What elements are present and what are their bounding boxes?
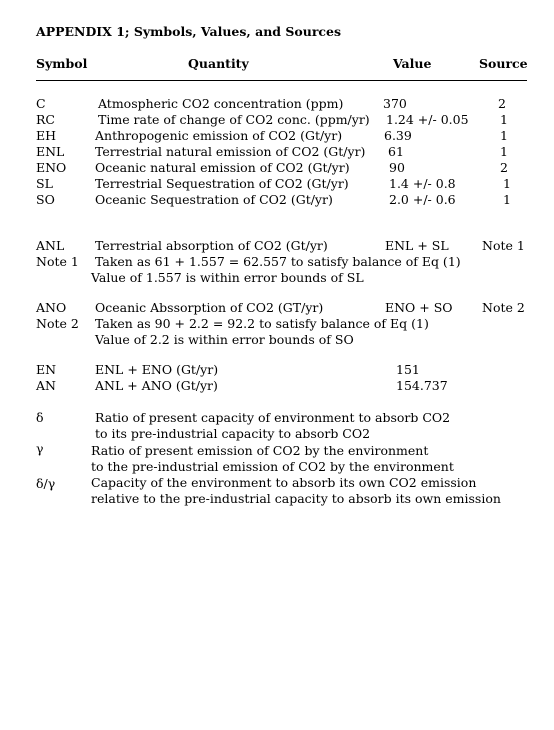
row-value: 1.4 +/- 0.8: [389, 176, 456, 191]
row-symbol: SL: [36, 176, 53, 191]
total-value: 151: [396, 362, 420, 377]
total-symbol: EN: [36, 362, 57, 377]
row-source: 1: [500, 112, 508, 127]
row-source: 2: [498, 96, 506, 111]
header-symbol: Symbol: [36, 56, 88, 71]
row-value: 2.0 +/- 0.6: [389, 192, 456, 207]
gamma-symbol: γ: [36, 441, 44, 456]
row-quantity: Terrestrial Sequestration of CO2 (Gt/yr): [95, 176, 349, 191]
header-source: Source: [479, 56, 528, 71]
row-symbol: C: [36, 96, 46, 111]
row-quantity: Terrestrial natural emission of CO2 (Gt/yr): [95, 144, 366, 159]
row-value: 6.39: [384, 128, 412, 143]
row-source: 1: [503, 192, 511, 207]
total-quantity: ENL + ENO (Gt/yr): [95, 362, 219, 377]
ano-symbol: ANO: [36, 300, 67, 315]
total-quantity: ANL + ANO (Gt/yr): [95, 378, 218, 393]
row-value: 61: [388, 144, 404, 159]
row-quantity: Anthropogenic emission of CO2 (Gt/yr): [95, 128, 343, 143]
row-source: 1: [503, 176, 511, 191]
delta-line2: to its pre-industrial capacity to absorb CO2: [95, 426, 371, 441]
total-value: 154.737: [396, 378, 448, 393]
ano-source: Note 2: [482, 300, 525, 315]
anl-symbol: ANL: [36, 238, 65, 253]
row-quantity: Time rate of change of CO2 conc. (ppm/yr): [98, 112, 370, 127]
anl-source: Note 1: [482, 238, 525, 253]
delta-over-gamma-symbol: δ/γ: [36, 476, 56, 491]
gamma-line2: to the pre-industrial emission of CO2 by the environment: [91, 459, 454, 474]
note2-label: Note 2: [36, 316, 79, 331]
row-symbol: EH: [36, 128, 57, 143]
note2-line2: Value of 2.2 is within error bounds of SO: [95, 332, 354, 347]
anl-value: ENL + SL: [385, 238, 449, 253]
total-symbol: AN: [36, 378, 56, 393]
ano-quantity: Oceanic Abssorption of CO2 (GT/yr): [95, 300, 324, 315]
row-symbol: ENO: [36, 160, 67, 175]
page-title: APPENDIX 1; Symbols, Values, and Sources: [36, 24, 342, 39]
row-value: 370: [383, 96, 407, 111]
row-symbol: RC: [36, 112, 55, 127]
anl-quantity: Terrestrial absorption of CO2 (Gt/yr): [95, 238, 328, 253]
row-value: 1.24 +/- 0.05: [386, 112, 469, 127]
gamma-line1: Ratio of present emission of CO2 by the environment: [91, 443, 429, 458]
ratio-line2: relative to the pre-industrial capacity to absorb its own emission: [91, 491, 501, 506]
row-quantity: Oceanic Sequestration of CO2 (Gt/yr): [95, 192, 333, 207]
row-symbol: SO: [36, 192, 55, 207]
ano-value: ENO + SO: [385, 300, 453, 315]
row-symbol: ENL: [36, 144, 65, 159]
delta-line1: Ratio of present capacity of environment to absorb CO2: [95, 410, 451, 425]
note1-line2: Value of 1.557 is within error bounds of SL: [91, 270, 364, 285]
row-source: 2: [500, 160, 508, 175]
header-quantity: Quantity: [188, 56, 249, 71]
delta-symbol: δ: [36, 410, 44, 425]
header-divider: [36, 80, 527, 81]
note2-line1: Taken as 90 + 2.2 = 92.2 to satisfy balance of Eq (1): [95, 316, 429, 331]
header-value: Value: [393, 56, 432, 71]
note1-label: Note 1: [36, 254, 79, 269]
row-quantity: Atmospheric CO2 concentration (ppm): [98, 96, 344, 111]
note1-line1: Taken as 61 + 1.557 = 62.557 to satisfy balance of Eq (1): [95, 254, 461, 269]
row-source: 1: [500, 128, 508, 143]
ratio-line1: Capacity of the environment to absorb its own CO2 emission: [91, 475, 477, 490]
row-source: 1: [500, 144, 508, 159]
row-quantity: Oceanic natural emission of CO2 (Gt/yr): [95, 160, 350, 175]
row-value: 90: [389, 160, 405, 175]
